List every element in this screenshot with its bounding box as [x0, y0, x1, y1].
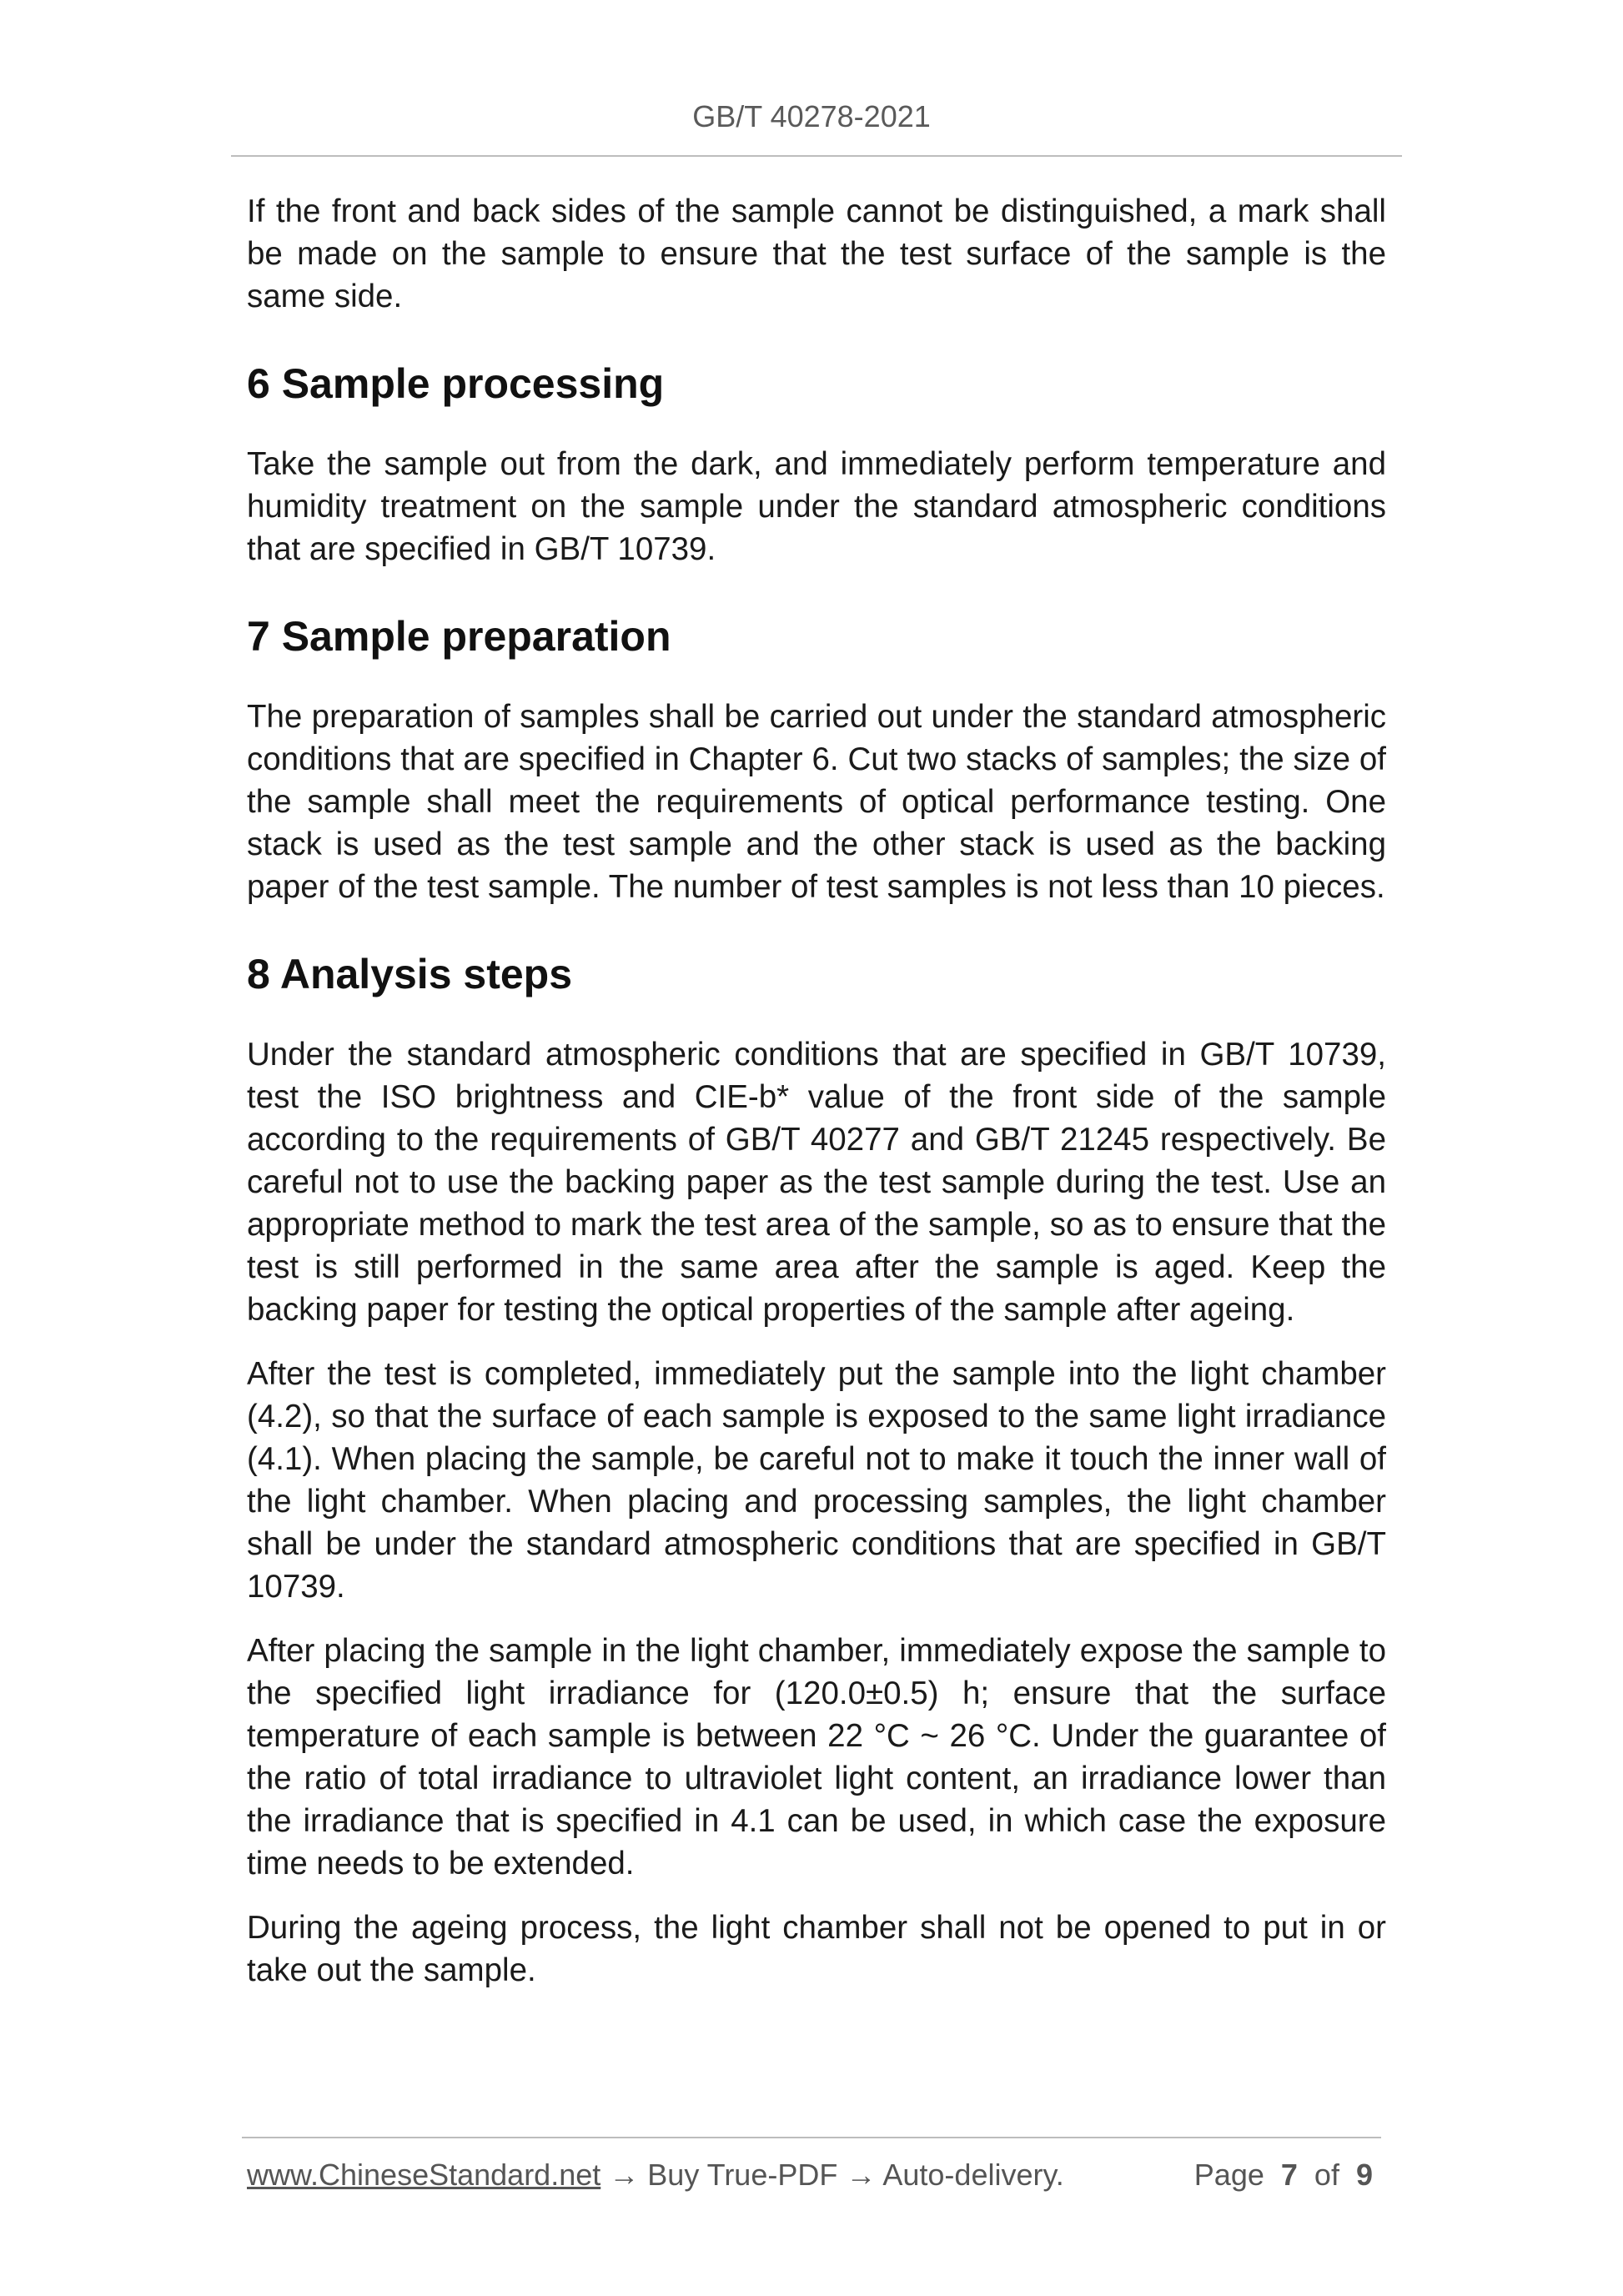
footer-divider	[242, 2137, 1381, 2138]
footer-promo	[247, 2156, 1064, 2194]
section-8-heading: 8 Analysis steps	[247, 951, 573, 997]
document-code-header: GB/T 40278-2021	[692, 99, 931, 133]
right-arrow-icon: →	[609, 2158, 640, 2192]
right-arrow-icon: →	[846, 2158, 877, 2192]
page-number	[1194, 2156, 1373, 2194]
section-8-paragraph-1: Under the standard atmospheric conditions that are specified in GB/T 10739, test the ISO brightness and CIE-b* value of the front side of the sample according to the requirements of GB/T 40277 and GB/T 21245 respectively. Be careful not to use the backing paper as the test sample during the test. Use an appropriate method to mark the test area of the sample, so as to ensure that the test is still performed in the same area after the sample is aged. Keep the backing paper for testing the optical properties of the sample after ageing.	[247, 1037, 1386, 1328]
current-page: 7	[1280, 2158, 1298, 2192]
page-label: Page	[1193, 2158, 1264, 2192]
section-8-paragraph-4: During the ageing process, the light chamber shall not be opened to put in or take out the sample.	[247, 1910, 1386, 1988]
buy-true-pdf-text: Buy True-PDF	[647, 2158, 838, 2192]
section-6-heading: 6 Sample processing	[247, 360, 665, 407]
section-6-paragraph-1: Take the sample out from the dark, and immediately perform temperature and humidity treatment on the sample under the standard atmospheric conditions that are specified in GB/T 10739.	[247, 446, 1386, 567]
chinesestandard-link[interactable]: www.ChineseStandard.net	[247, 2158, 601, 2192]
header-divider	[231, 155, 1402, 157]
page-body	[247, 190, 1386, 1992]
section-7-heading: 7 Sample preparation	[247, 613, 671, 660]
section-7-paragraph-1: The preparation of samples shall be carried out under the standard atmospheric conditions that are specified in Chapter 6. Cut two stacks of samples; the size of the sample shall meet the requirements of optical performance testing. One stack is used as the test sample and the other stack is used as the backing paper of the test sample. The number of test samples is not less than 10 pieces.	[247, 699, 1386, 905]
intro-paragraph: If the front and back sides of the sample cannot be distinguished, a mark shall be made on the sample to ensure that the test surface of the sample is the same side.	[247, 193, 1386, 314]
total-pages: 9	[1355, 2158, 1373, 2192]
page-of-label: of	[1314, 2158, 1339, 2192]
section-8-paragraph-3: After placing the sample in the light chamber, immediately expose the sample to the specified light irradiance for (120.0±0.5) h; ensure that the surface temperature of each sample is between 22 °C ~ 26 °C. Under the guarantee of the ratio of total irradiance to ultraviolet light content, an irradiance lower than the irradiance that is specified in 4.1 can be used, in which case the exposure time needs to be extended.	[247, 1633, 1386, 1882]
section-8-paragraph-2: After the test is completed, immediately put the sample into the light chamber (4.2), so that the surface of each sample is exposed to the same light irradiance (4.1). When placing the sample, be careful not to make it touch the inner wall of the light chamber. When placing and processing samples, the light chamber shall be under the standard atmospheric conditions that are specified in GB/T 10739.	[247, 1356, 1386, 1605]
auto-delivery-text: Auto-delivery.	[882, 2158, 1064, 2192]
